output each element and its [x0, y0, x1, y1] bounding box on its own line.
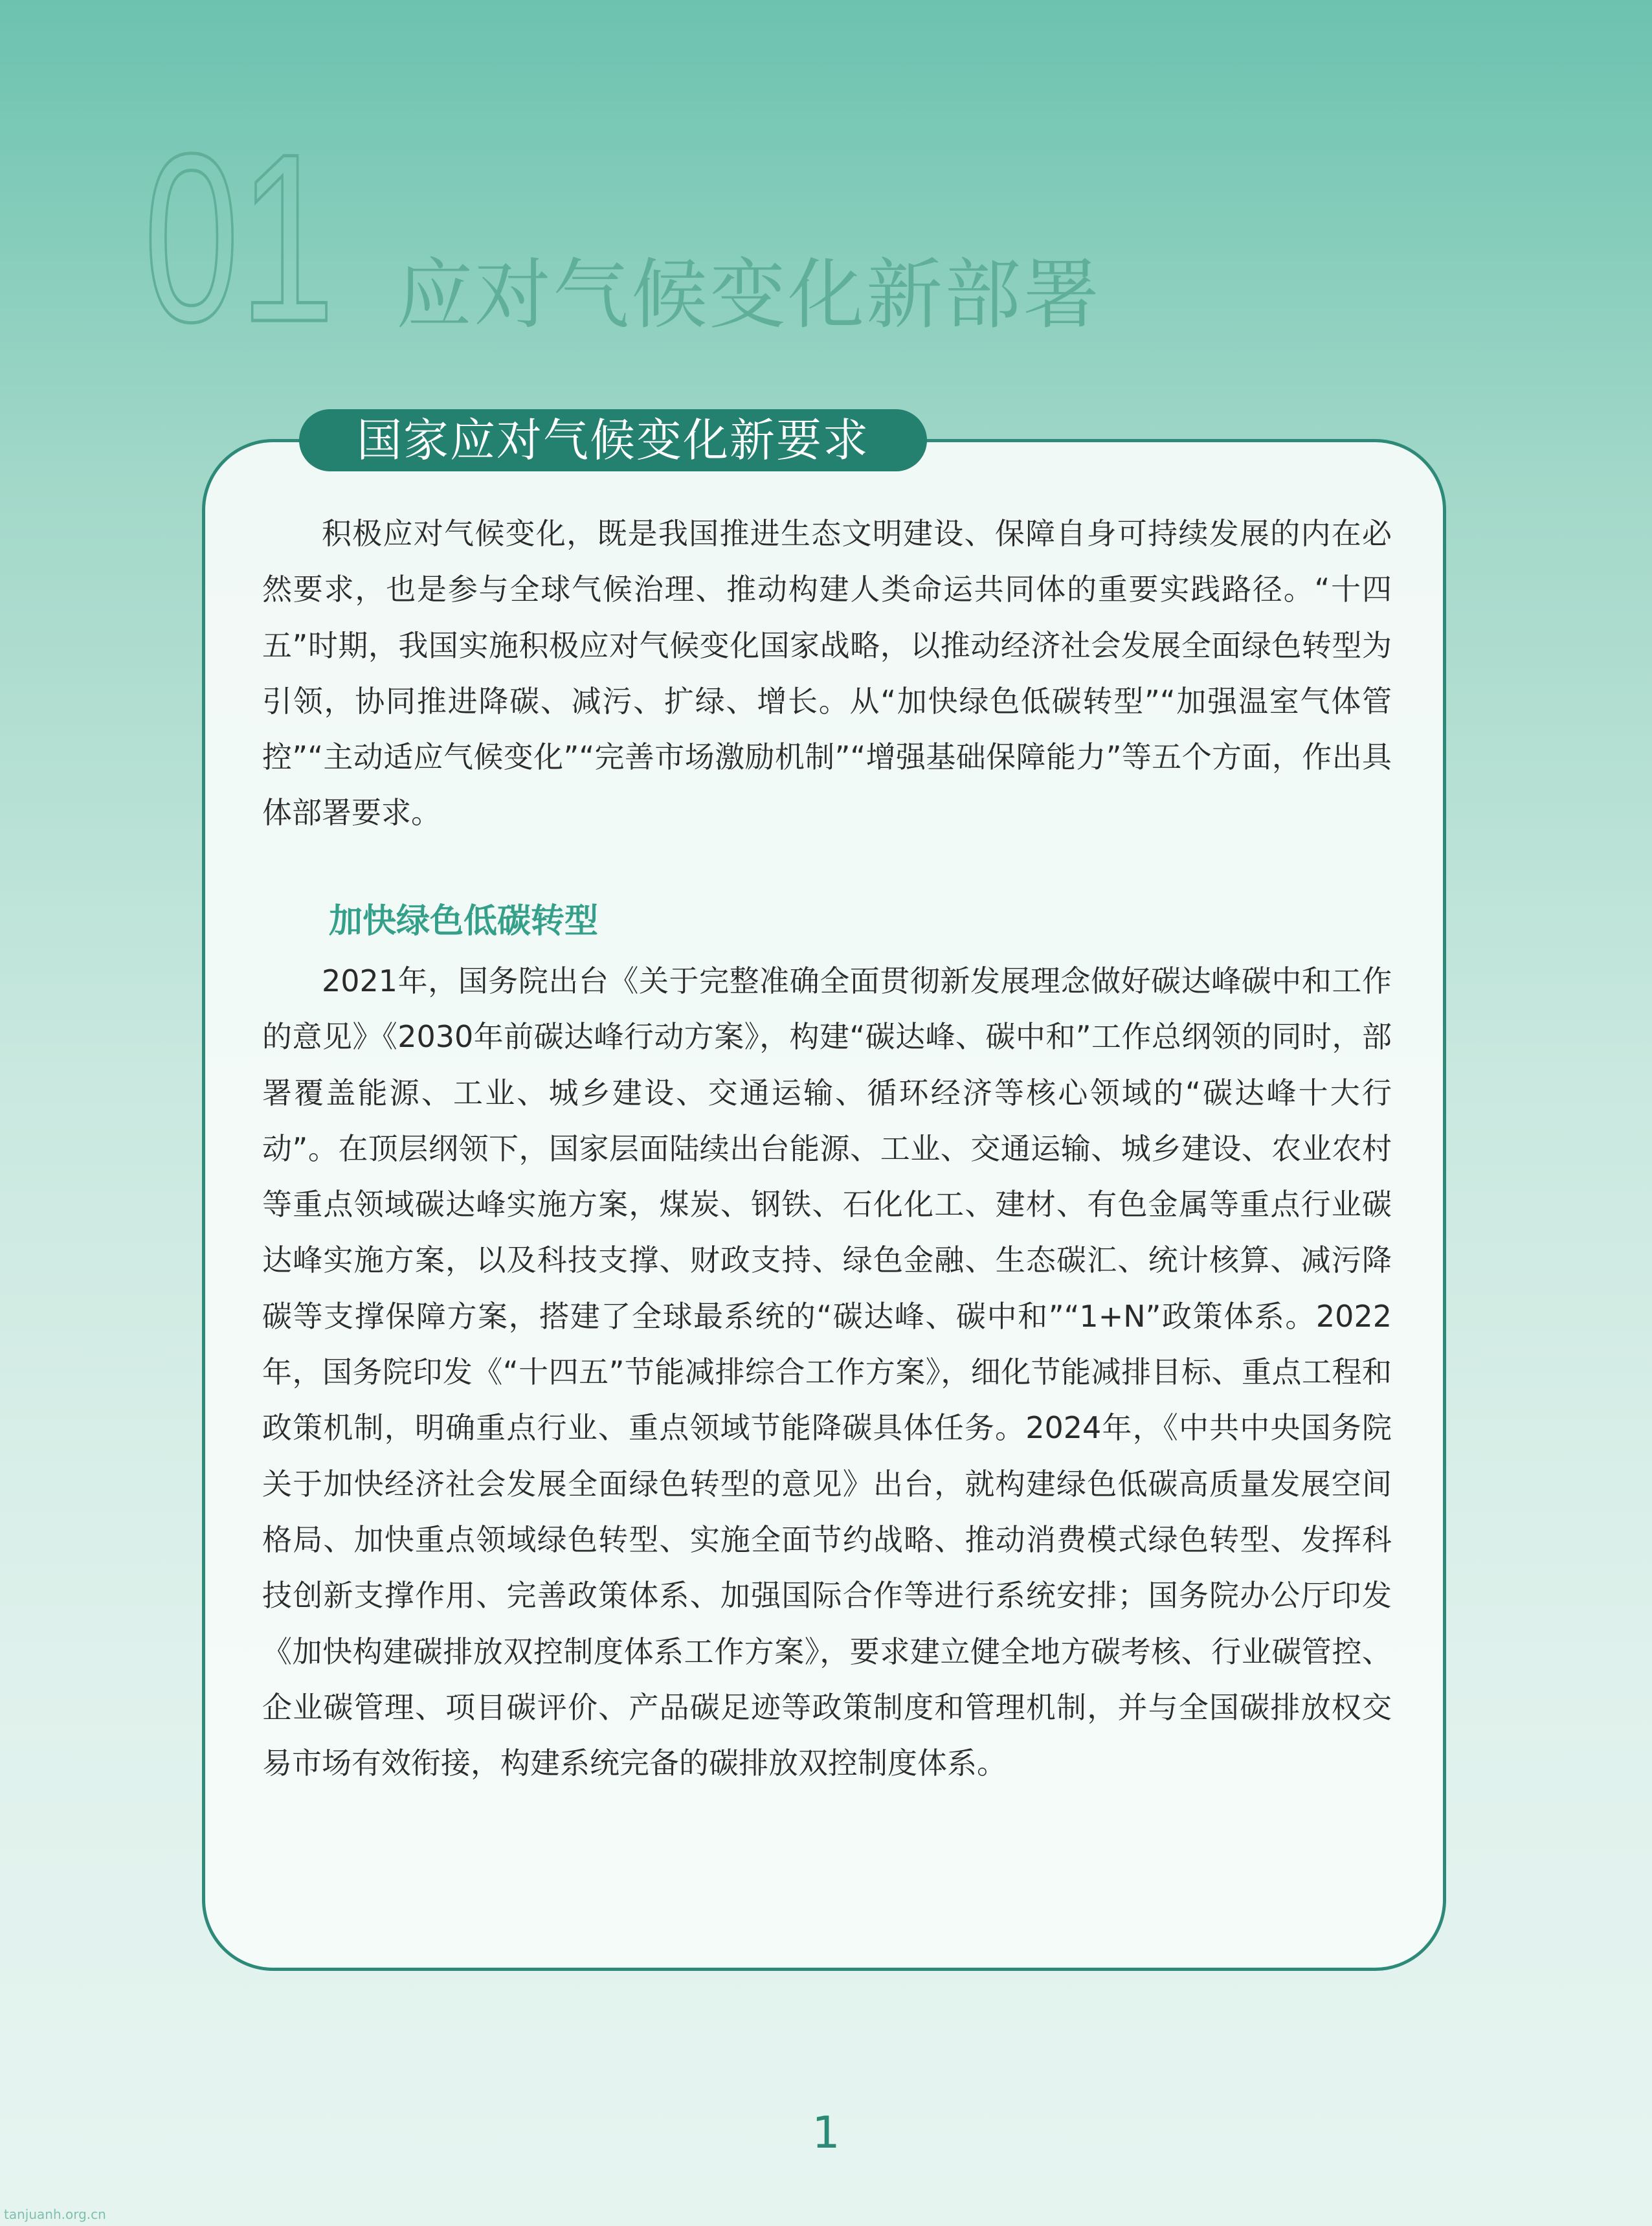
chapter-number-text: 01 [144, 104, 335, 372]
subsection-heading: 加快绿色低碳转型 [329, 902, 599, 941]
page-number: 1 [812, 2108, 840, 2159]
chapter-number [144, 104, 338, 372]
chapter-title: 应对气候变化新部署 [396, 250, 1102, 339]
section-title-tab: 国家应对气候变化新要求 [299, 409, 927, 471]
intro-paragraph: 积极应对气候变化，既是我国推进生态文明建设、保障自身可持续发展的内在必然要求，也是参与全球气候治理、推动构建人类命运共同体的重要实践路径。“十四五”时期，我国实施积极应对气候变化国家战略，以推动经济社会发展全面绿色转型为引领，协同推进降碳、减污、扩绿、增长。从“加快绿色低碳转型”“加强温室气体管控”“主动适应气候变化”“完善市场激励机制”“增强基础保障能力”等五个方面，作出具体部署要求。 [262, 516, 1392, 831]
subsection-paragraph: 2021年，国务院出台《关于完整准确全面贯彻新发展理念做好碳达峰碳中和工作的意见》《2030年前碳达峰行动方案》，构建“碳达峰、碳中和”工作总纲领的同时，部署覆盖能源、工业、城乡建设、交通运输、循环经济等核心领域的“碳达峰十大行动”。在顶层纲领下，国家层面陆续出台能源、工业、交通运输、城乡建设、农业农村等重点领域碳达峰实施方案，煤炭、钢铁、石化化工、建材、有色金属等重点行业碳达峰实施方案，以及科技支撑、财政支持、绿色金融、生态碳汇、统计核算、减污降碳等支撑保障方案，搭建了全球最系统的“碳达峰、碳中和”“1+N”政策体系。2022年，国务院印发《“十四五”节能减排综合工作方案》，细化节能减排目标、重点工程和政策机制，明确重点行业、重点领域节能降碳具体任务。2024年，《中共中央国务院关于加快经济社会发展全面绿色转型的意见》出台，就构建绿色低碳高质量发展空间格局、加快重点领域绿色转型、实施全面节约战略、推动消费模式绿色转型、发挥科技创新支撑作用、完善政策体系、加强国际合作等进行系统安排；国务院办公厅印发《加快构建碳排放双控制度体系工作方案》，要求建立健全地方碳考核、行业碳管控、企业碳管理、项目碳评价、产品碳足迹等政策制度和管理机制，并与全国碳排放权交易市场有效衔接，构建系统完备的碳排放双控制度体系。 [262, 963, 1392, 1781]
watermark: tanjuanh.org.cn [4, 2207, 106, 2222]
